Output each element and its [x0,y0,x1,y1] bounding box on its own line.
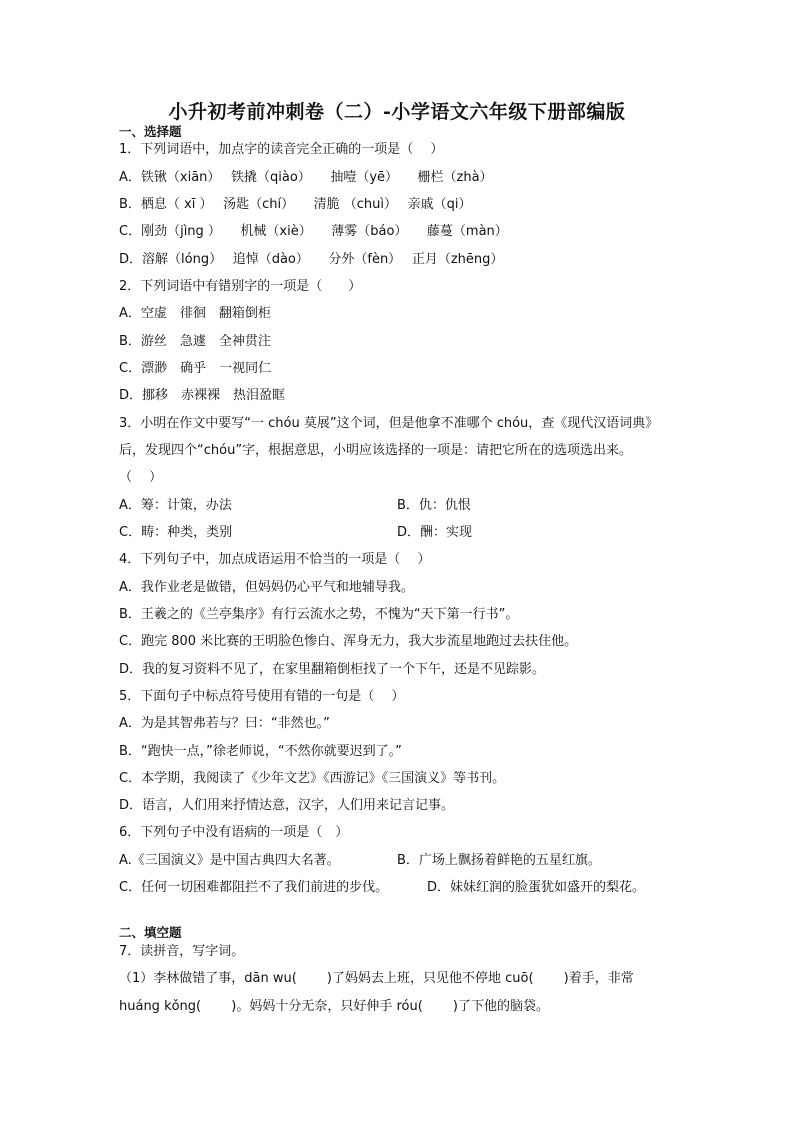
q3-answer-bracket: （ ） [119,470,163,485]
q5-option-b: B．“跑快一点，”徐老师说，“不然你就要迟到了。” [119,744,402,759]
q1-option-c: C．刚劲（jìng ） 机械（xiè） 薄雾（báo） 藤蔓（màn） [119,224,508,239]
q7-stem: 7．读拼音，写字词。 [119,944,245,959]
q4-stem: 4．下列句子中，加点成语运用不恰当的一项是（ ） [119,552,431,567]
q1-option-b: B．栖息（ xī ） 汤匙（chí） 清脆 （chuì） 亲戚（qi） [119,197,472,212]
q1-option-a: A．铁锹（xiān） 铁撬（qiào） 抽噎（yē） 栅栏（zhà） [119,170,493,185]
q4-option-d: D．我的复习资料不见了，在家里翻箱倒柜找了一个下午，还是不见踪影。 [119,662,546,677]
q6-option-d: D．妹妹红润的脸蛋犹如盛开的梨花。 [427,880,646,895]
q4-option-a: A．我作业老是做错，但妈妈仍心平气和地辅导我。 [119,580,414,595]
q4-option-b: B．王羲之的《兰亭集序》有行云流水之势，不愧为“天下第一行书”。 [119,607,519,622]
q2-option-a: A．空虚 徘徊 翻箱倒柜 [119,306,271,321]
q1-stem: 1．下列词语中，加点字的读音完全正确的一项是（ ） [119,142,444,157]
q6-option-c: C．任何一切困难都阻拦不了我们前进的步伐。 [119,880,389,895]
q3-option-c: C．畴：种类，类别 [119,525,233,540]
q5-option-d: D．语言，人们用来抒情达意，汉字，人们用来记言记事。 [119,798,455,813]
q2-option-b: B．游丝 急遽 全神贯注 [119,334,271,349]
q3-option-a: A．筹：计策，办法 [119,498,232,513]
q7-line2: huáng kǒng( )。妈妈十分无奈，只好伸手 róu( )了下他的脑袋。 [119,999,549,1014]
q6-option-a: A.《三国演义》是中国古典四大名著。 [119,853,340,868]
q6-stem: 6．下列句子中没有语病的一项是（ ） [119,825,349,840]
q3-option-d: D．酬：实现 [397,525,473,540]
page-title: 小升初考前冲刺卷（二）-小学语文六年级下册部编版 [168,101,626,123]
q4-option-c: C．跑完 800 米比赛的王明脸色惨白、浑身无力，我大步流星地跑过去扶住他。 [119,634,578,649]
q6-option-b: B．广场上飘扬着鲜艳的五星红旗。 [397,853,601,868]
q5-stem: 5．下面句子中标点符号使用有错的一句是（ ） [119,689,405,704]
q3-stem-line1: 3．小明在作文中要写“一 chóu 莫展”这个词，但是他拿不准哪个 chóu，查《现代汉语词典》 [119,416,659,431]
q3-stem-line2: 后，发现四个“chóu”字，根据意思，小明应该选择的一项是：请把它所在的选项选出来。 [119,443,633,458]
section-heading-fill: 二、填空题 [119,925,182,940]
q5-option-a: A．为是其智弗若与？曰：“非然也。” [119,716,330,731]
q5-option-c: C．本学期，我阅读了《少年文艺》《西游记》《三国演义》等书刊。 [119,771,506,786]
q2-option-c: C．漂渺 确乎 一视同仁 [119,361,272,376]
q2-stem: 2．下列词语中有错别字的一项是（ ） [119,279,362,294]
section-heading-choice: 一、选择题 [119,124,182,139]
q1-option-d: D．溶解（lóng） 追悼（dào） 分外（fèn） 正月（zhēng） [119,252,504,267]
q3-option-b: B．仇：仇恨 [397,498,471,513]
q2-option-d: D．挪移 赤裸裸 热泪盈眶 [119,388,286,403]
q7-line1: （1）李林做错了事，dān wu( )了妈妈去上班，只见他不停地 cuō( )着手，非常 [119,971,634,986]
